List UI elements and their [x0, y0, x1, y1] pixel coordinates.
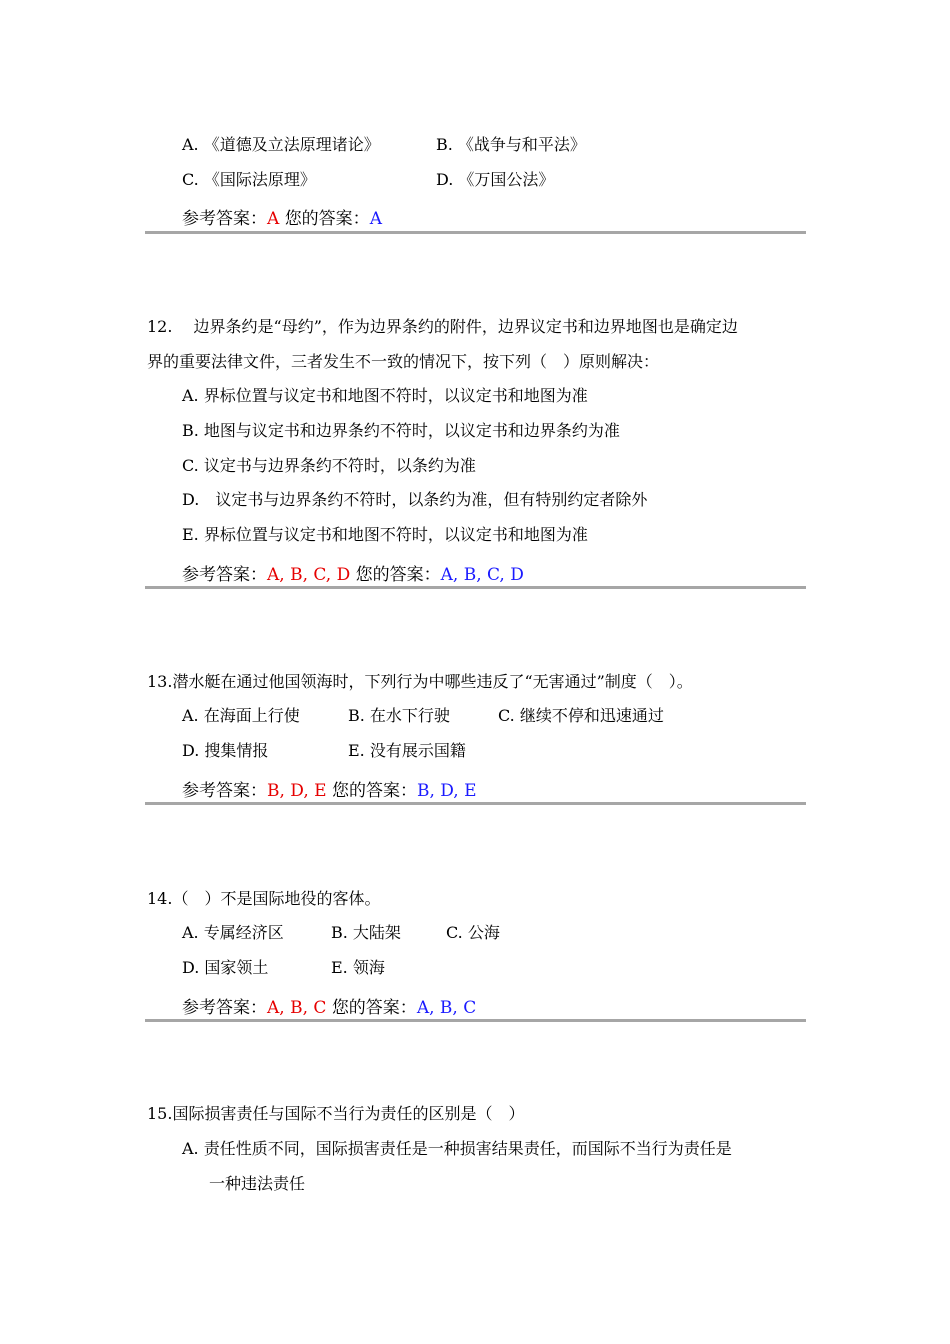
q13-option-b: B. 在水下行驶 [348, 706, 450, 725]
reference-answer-value: B, D, E [267, 781, 327, 801]
q14-answer-line [182, 997, 476, 1019]
reference-answer-label: 参考答案： [182, 565, 267, 585]
q14-option-d: D. 国家领土 [182, 958, 269, 977]
q13-option-e: E. 没有展示国籍 [348, 741, 466, 760]
q12-option-c: C. 议定书与边界条约不符时，以条约为准 [182, 456, 476, 475]
your-answer-label: 您的答案： [284, 209, 370, 229]
q12-answer-line [182, 564, 524, 586]
q15-option-a-line2: 一种违法责任 [209, 1174, 306, 1193]
reference-answer-label: 参考答案： [182, 781, 267, 801]
q14-option-b: B. 大陆架 [331, 923, 401, 942]
q14-option-e: E. 领海 [331, 958, 385, 977]
your-answer-value: A, B, C, D [440, 565, 524, 585]
q12-stem-line2: 界的重要法律文件，三者发生不一致的情况下，按下列（ ）原则解决： [147, 352, 660, 371]
q13-option-c: C. 继续不停和迅速通过 [498, 706, 664, 725]
your-answer-label: 您的答案： [331, 781, 417, 801]
q11-option-a: A. 《道德及立法原理诸论》 [182, 135, 380, 154]
q11-option-d: D. 《万国公法》 [436, 170, 555, 189]
q15-stem: 15.国际损害责任与国际不当行为责任的区别是（ ） [147, 1104, 525, 1123]
question-divider [145, 231, 806, 234]
reference-answer-value: A [267, 209, 280, 229]
q14-stem: 14.（ ）不是国际地役的客体。 [147, 889, 381, 908]
question-divider [145, 802, 806, 805]
your-answer-value: A [369, 209, 382, 229]
q15-option-a-line1: A. 责任性质不同，国际损害责任是一种损害结果责任，而国际不当行为责任是 [182, 1139, 732, 1158]
your-answer-value: A, B, C [416, 998, 477, 1018]
your-answer-label: 您的答案： [355, 565, 441, 585]
reference-answer-value: A, B, C [267, 998, 327, 1018]
q13-stem: 13.潜水艇在通过他国领海时，下列行为中哪些违反了“无害通过”制度（ ）。 [147, 672, 693, 691]
q11-option-c: C. 《国际法原理》 [182, 170, 316, 189]
your-answer-label: 您的答案： [331, 998, 417, 1018]
q14-option-a: A. 专属经济区 [182, 923, 284, 942]
question-divider [145, 1019, 806, 1022]
question-divider [145, 586, 806, 589]
q13-option-d: D. 搜集情报 [182, 741, 269, 760]
q12-option-b: B. 地图与议定书和边界条约不符时，以议定书和边界条约为准 [182, 421, 620, 440]
q12-option-d: D. 议定书与边界条约不符时，以条约为准，但有特别约定者除外 [182, 490, 648, 509]
your-answer-value: B, D, E [416, 781, 477, 801]
q12-option-e: E. 界标位置与议定书和地图不符时，以议定书和地图为准 [182, 525, 588, 544]
q14-option-c: C. 公海 [446, 923, 500, 942]
q12-option-a: A. 界标位置与议定书和地图不符时，以议定书和地图为准 [182, 386, 588, 405]
q11-option-b: B. 《战争与和平法》 [436, 135, 586, 154]
q12-stem-line1: 12. 边界条约是“母约”，作为边界条约的附件，边界议定书和边界地图也是确定边 [147, 317, 738, 336]
q11-answer-line [182, 208, 382, 230]
reference-answer-label: 参考答案： [182, 209, 267, 229]
q13-option-a: A. 在海面上行使 [182, 706, 300, 725]
reference-answer-value: A, B, C, D [267, 565, 351, 585]
q13-answer-line [182, 780, 477, 802]
reference-answer-label: 参考答案： [182, 998, 267, 1018]
